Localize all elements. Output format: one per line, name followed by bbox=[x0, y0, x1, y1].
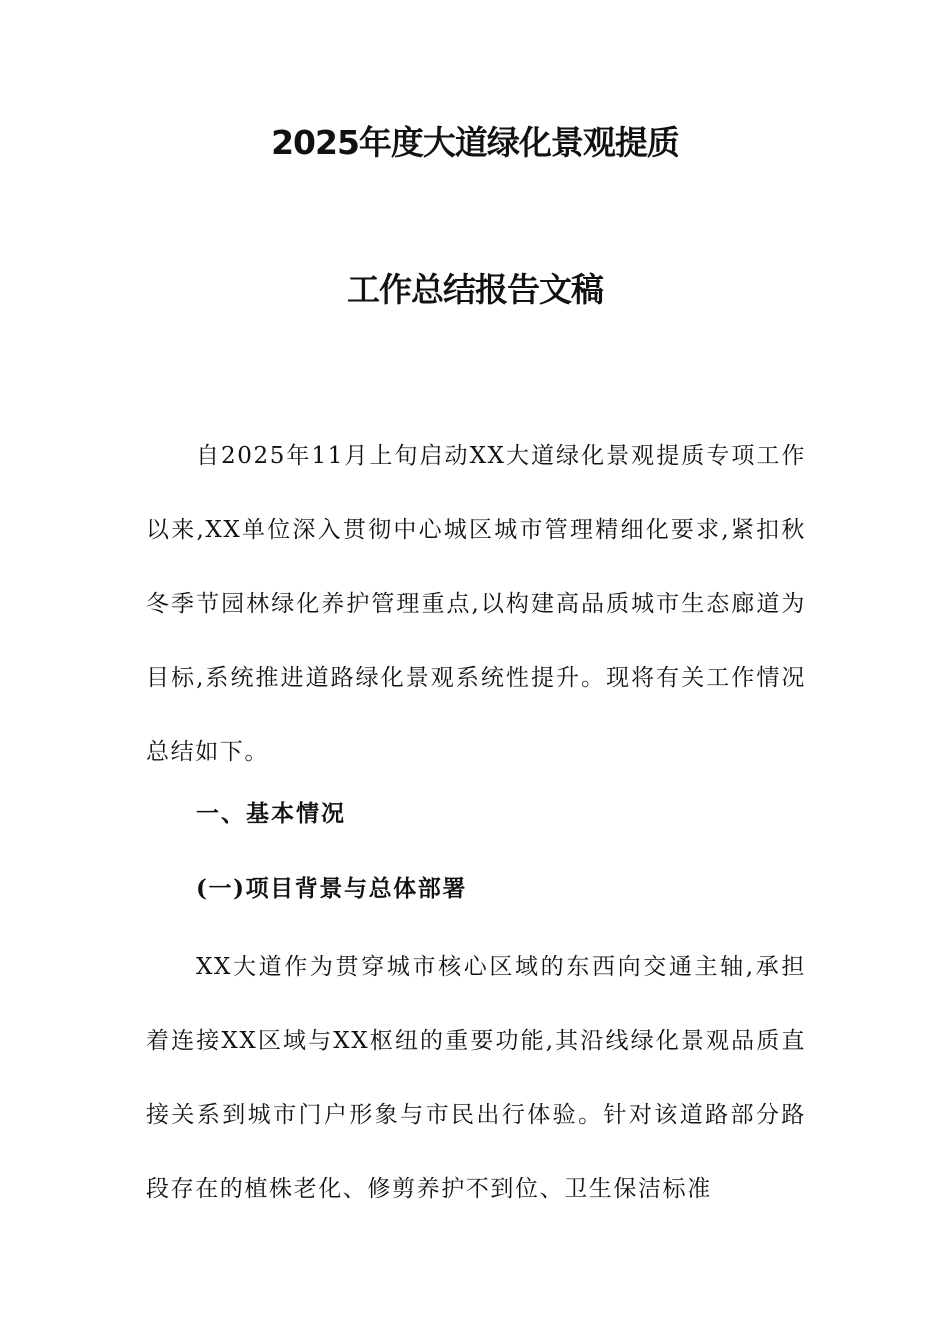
document-title-line-2: 工作总结报告文稿 bbox=[347, 270, 603, 309]
subsection-1-heading: (一)项目背景与总体部署 bbox=[196, 875, 467, 902]
section-1-heading: 一、基本情况 bbox=[196, 800, 346, 827]
subsection-1-paragraph: XX大道作为贯穿城市核心区域的东西向交通主轴,承担着连接XX区域与XX枢纽的重要功能,其沿线绿化景观品质直接关系到城市门户形象与市民出行体验。针对该道路部分路段存在的植株老化、修剪养护不到位、卫生保洁标准 bbox=[146, 954, 806, 1202]
document-title-line-1: 2025年度大道绿化景观提质 bbox=[271, 123, 679, 162]
intro-paragraph: 自2025年11月上旬启动XX大道绿化景观提质专项工作以来,XX单位深入贯彻中心城区城市管理精细化要求,紧扣秋冬季节园林绿化养护管理重点,以构建高品质城市生态廊道为目标,系统推进道路绿化景观系统性提升。现将有关工作情况总结如下。 bbox=[146, 443, 806, 765]
